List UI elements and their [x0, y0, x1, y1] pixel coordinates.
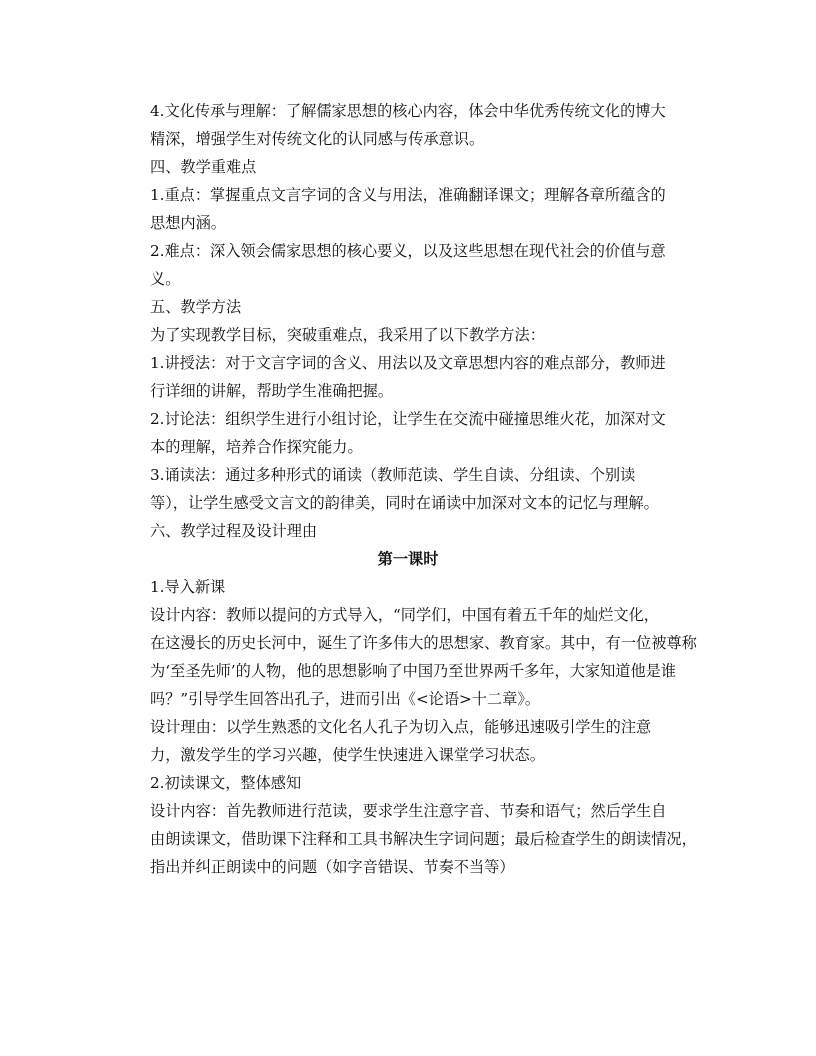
text-line: 力，激发学生的学习兴趣，使学生快速进入课堂学习状态。 [150, 746, 545, 764]
text-line: 指出并纠正朗读中的问题（如字音错误、节奏不当等） [150, 858, 515, 876]
text-line: 设计内容：首先教师进行范读，要求学生注意字音、节奏和语气；然后学生自 [150, 802, 667, 820]
text-line: 等），让学生感受文言文的韵律美，同时在诵读中加深对文本的记忆与理解。 [150, 494, 659, 512]
text-line: 2.难点：深入领会儒家思想的核心要义，以及这些思想在现代社会的价值与意 [150, 242, 666, 260]
subheading-first-reading [116, 769, 700, 797]
paragraph-difficult-point [116, 237, 700, 293]
paragraph-intro-reason [116, 713, 700, 769]
text-line: 思想内涵。 [150, 214, 226, 232]
section-heading-methods [116, 293, 700, 321]
paragraph-key-point [116, 181, 700, 237]
text-line: 1.重点：掌握重点文言字词的含义与用法，准确翻译课文；理解各章所蕴含的 [150, 186, 666, 204]
text-line: 2.初读课文，整体感知 [150, 774, 302, 792]
text-line: 吗？”引导学生回答出孔子，进而引出《<论语>十二章》。 [150, 690, 541, 708]
text-line: 为‘至圣先师’的人物，他的思想影响了中国乃至世界两千多年，大家知道他是谁 [150, 662, 677, 680]
text-line: 本的理解，培养合作探究能力。 [150, 438, 363, 456]
text-line: 义。 [150, 270, 181, 288]
text-line: 第一课时 [377, 550, 439, 568]
text-line: 五、教学方法 [150, 298, 242, 316]
text-line: 1.讲授法：对于文言字词的含义、用法以及文章思想内容的难点部分，教师进 [150, 354, 666, 372]
text-line: 六、教学过程及设计理由 [150, 522, 318, 540]
text-line: 在这漫长的历史长河中，诞生了许多伟大的思想家、教育家。其中，有一位被尊称 [150, 634, 697, 652]
paragraph-methods-intro [116, 321, 700, 349]
text-line: 设计内容：教师以提问的方式导入，“同学们，中国有着五千年的灿烂文化， [150, 606, 659, 624]
text-line: 4.文化传承与理解：了解儒家思想的核心内容，体会中华优秀传统文化的博大 [150, 102, 666, 120]
text-line: 1.导入新课 [150, 578, 226, 596]
text-line: 3.诵读法：通过多种形式的诵读（教师范读、学生自读、分组读、个别读 [150, 466, 636, 484]
lesson-title [116, 545, 700, 573]
paragraph-intro-design [116, 601, 700, 713]
paragraph-recitation-method [116, 461, 700, 517]
text-line: 由朗读课文，借助课下注释和工具书解决生字词问题；最后检查学生的朗读情况， [150, 830, 697, 848]
text-line: 2.讨论法：组织学生进行小组讨论，让学生在交流中碰撞思维火花，加深对文 [150, 410, 666, 428]
section-heading-process [116, 517, 700, 545]
paragraph-reading-design [116, 797, 700, 881]
text-line: 设计理由：以学生熟悉的文化名人孔子为切入点，能够迅速吸引学生的注意 [150, 718, 652, 736]
paragraph-discussion-method [116, 405, 700, 461]
document-page [116, 97, 700, 881]
text-line: 行详细的讲解，帮助学生准确把握。 [150, 382, 393, 400]
paragraph-lecture-method [116, 349, 700, 405]
text-line: 为了实现教学目标，突破重难点，我采用了以下教学方法： [150, 326, 545, 344]
subheading-introduction [116, 573, 700, 601]
section-heading-key-points [116, 153, 700, 181]
paragraph-culture-inheritance [116, 97, 700, 153]
text-line: 四、教学重难点 [150, 158, 257, 176]
text-line: 精深，增强学生对传统文化的认同感与传承意识。 [150, 130, 485, 148]
